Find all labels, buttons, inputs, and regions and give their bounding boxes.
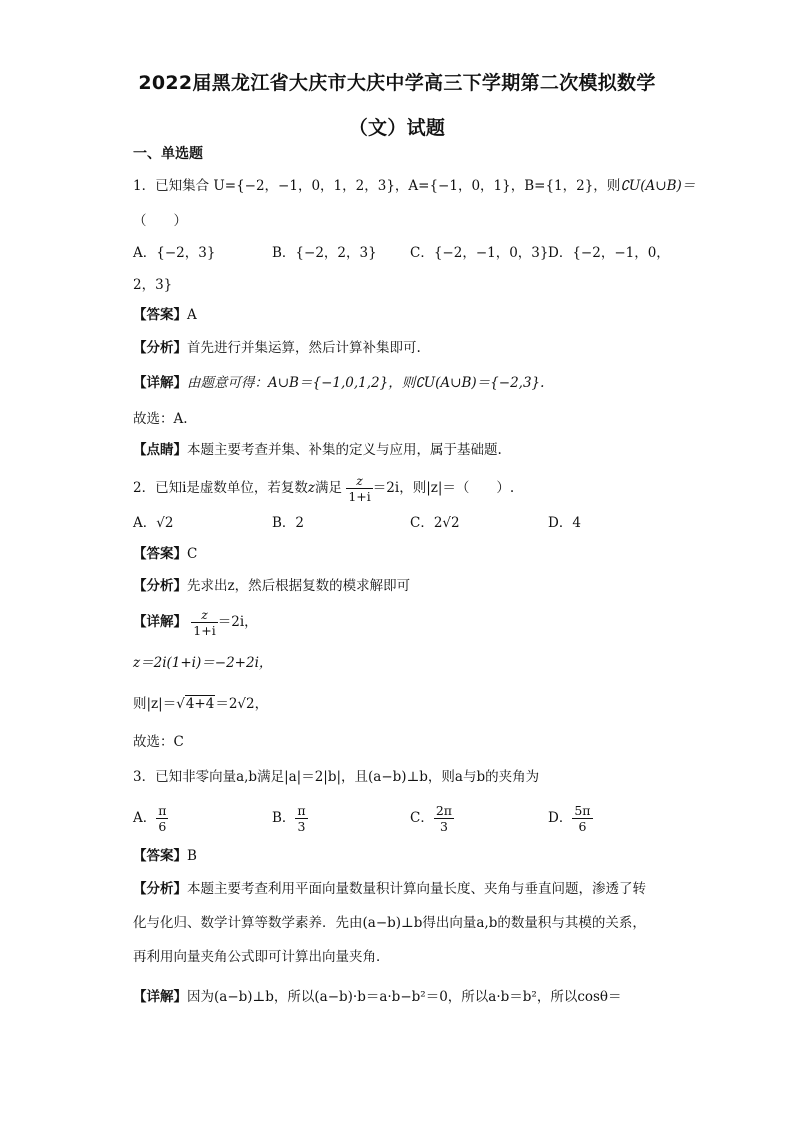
q3-analysis-text1: 本题主要考查利用平面向量数量积计算向量长度、夹角与垂直问题，渗透了转 xyxy=(187,881,646,897)
q2-detail-frac-num: z xyxy=(191,607,217,623)
q1-option-d: D．{−2，−1，0， xyxy=(548,245,670,261)
q3-option-a xyxy=(133,800,168,836)
q2-option-d: D．4 xyxy=(548,515,581,531)
q3-option-c-num: 2π xyxy=(435,803,453,818)
q2-detail-eq: ＝2i， xyxy=(217,614,258,630)
q3-option-a-frac xyxy=(156,803,168,834)
q1-option-a: A．{−2，3} xyxy=(133,245,216,261)
q1-stem xyxy=(133,177,695,195)
q1-option-b: B．{−2，2，3} xyxy=(272,245,377,261)
q1-option-d-cont: 2，3} xyxy=(133,277,173,293)
q2-option-b: B．2 xyxy=(272,515,305,531)
q3-option-a-den: 6 xyxy=(158,819,167,834)
detail-tag: 【详解】 xyxy=(133,375,187,391)
q1-detail xyxy=(133,374,544,392)
q2-sqrt-radicand: 4+4 xyxy=(185,696,215,712)
q2-answer-value: C xyxy=(187,546,198,562)
q1-stem-text: 1．已知集合 U={−2，−1，0，1，2，3}，A={−1，0，1}，B={1，2}，则 xyxy=(133,178,621,194)
analysis-tag: 【分析】 xyxy=(133,881,187,897)
q2-fraction xyxy=(346,473,372,504)
q2-stem-c: ＝2i，则|z|＝（ ）. xyxy=(372,480,515,496)
q1-answer-value: A xyxy=(187,307,197,323)
q2-step3-a: 则|z|＝ xyxy=(133,696,177,712)
q3-detail xyxy=(133,988,622,1006)
q2-detail-fraction xyxy=(191,607,217,638)
q3-option-b xyxy=(272,800,308,836)
doc-title-line2: （文）试题 xyxy=(348,117,446,139)
q3-stem: 3．已知非零向量a,b满足|a|＝2|b|，且(a−b)⊥b，则a与b的夹角为 xyxy=(133,769,540,785)
section-heading: 一、单选题 xyxy=(133,146,203,162)
q2-stem-a: 2．已知i是虚数单位，若复数 xyxy=(133,480,308,496)
q3-option-a-label: A． xyxy=(133,810,157,826)
q3-option-d-frac xyxy=(572,803,592,834)
comment-tag: 【点睛】 xyxy=(133,442,187,458)
q3-option-d-label: D． xyxy=(548,810,573,826)
q1-choose: 故选：A. xyxy=(133,411,188,427)
q1-answer xyxy=(133,306,197,324)
q3-option-b-den: 3 xyxy=(297,819,306,834)
q2-frac-num: z xyxy=(346,473,372,489)
q1-analysis xyxy=(133,339,421,357)
q3-option-a-num: π xyxy=(158,803,167,818)
q2-option-a: A．√2 xyxy=(133,515,174,531)
answer-tag: 【答案】 xyxy=(133,848,187,864)
answer-tag: 【答案】 xyxy=(133,546,187,562)
q3-option-c-den: 3 xyxy=(439,819,448,834)
q3-option-b-frac xyxy=(295,803,307,834)
q3-answer xyxy=(133,847,197,865)
q2-stem xyxy=(133,472,514,504)
q2-answer xyxy=(133,545,197,563)
q2-stem-b: 满足 xyxy=(315,480,343,496)
q3-option-d-den: 6 xyxy=(578,819,587,834)
q2-analysis xyxy=(133,577,410,595)
q2-frac-den: 1+i xyxy=(348,489,371,504)
q2-step2: z＝2i(1+i)＝−2+2i， xyxy=(133,655,273,671)
detail-tag: 【详解】 xyxy=(133,989,187,1005)
detail-tag: 【详解】 xyxy=(133,614,187,630)
q1-detail-text: 由题意可得：A∪B＝{−1,0,1,2}，则∁U(A∪B)＝{−2,3}. xyxy=(187,375,545,391)
q2-stem-z: z xyxy=(307,480,316,496)
q3-answer-value: B xyxy=(187,848,197,864)
q2-sqrt: √4+4 xyxy=(176,696,215,712)
analysis-tag: 【分析】 xyxy=(133,340,187,356)
answer-tag: 【答案】 xyxy=(133,307,187,323)
q3-analysis-line2: 化与化归、数学计算等数学素养．先由(a−b)⊥b得出向量a,b的数量积与其模的关系， xyxy=(133,915,646,931)
q1-paren: （ ） xyxy=(133,213,187,229)
q3-option-d xyxy=(548,800,593,836)
q1-comment xyxy=(133,441,502,459)
q3-option-c-frac xyxy=(434,803,454,834)
q1-stem-tail: ∁U(A∪B)＝ xyxy=(620,178,696,194)
analysis-tag: 【分析】 xyxy=(133,578,187,594)
q1-analysis-text: 首先进行并集运算，然后计算补集即可. xyxy=(187,340,421,356)
q3-option-b-num: π xyxy=(297,803,306,818)
q1-option-c: C．{−2，−1，0，3} xyxy=(410,245,549,261)
q2-detail xyxy=(133,606,258,638)
q3-option-b-label: B． xyxy=(272,810,296,826)
q2-step3-b: ＝2√2， xyxy=(215,696,269,712)
q3-option-d-num: 5π xyxy=(574,803,591,818)
q3-detail-text: 因为(a−b)⊥b，所以(a−b)·b＝a·b−b²＝0，所以a·b＝b²，所以cosθ＝ xyxy=(187,989,622,1005)
q3-analysis-line3: 再利用向量夹角公式即可计算出向量夹角． xyxy=(133,949,390,965)
q1-comment-text: 本题主要考查并集、补集的定义与应用，属于基础题. xyxy=(187,442,502,458)
q3-analysis-line1 xyxy=(133,880,646,898)
q3-option-c-label: C． xyxy=(410,810,434,826)
doc-title-line1: 2022届黑龙江省大庆市大庆中学高三下学期第二次模拟数学 xyxy=(138,72,656,94)
q2-analysis-text: 先求出z，然后根据复数的模求解即可 xyxy=(187,578,411,594)
q2-detail-frac-den: 1+i xyxy=(193,623,216,638)
q2-option-c: C．2√2 xyxy=(410,515,460,531)
q2-step3 xyxy=(133,695,268,713)
q2-choose: 故选：C xyxy=(133,734,184,750)
q3-option-c xyxy=(410,800,454,836)
